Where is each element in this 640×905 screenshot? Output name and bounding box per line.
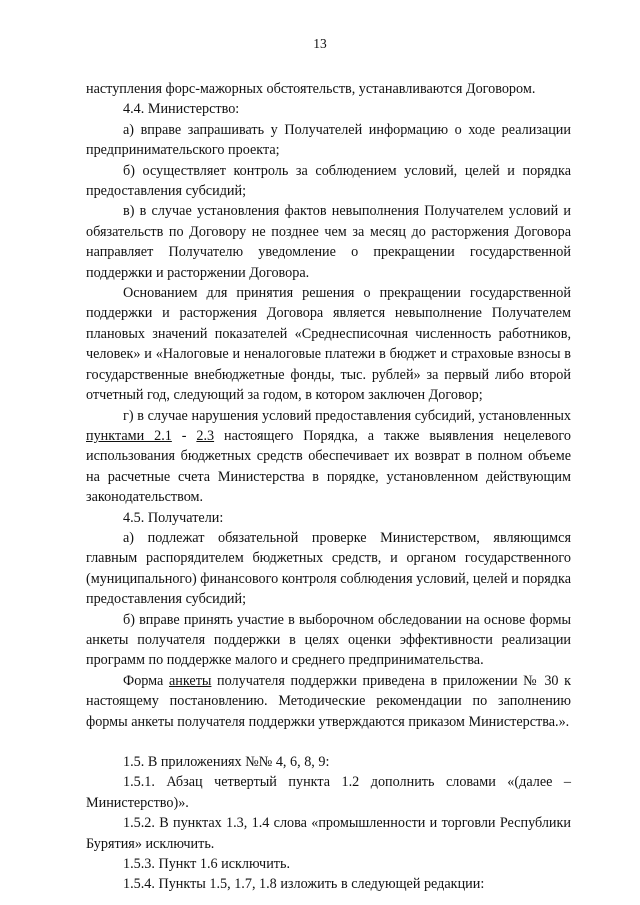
paragraph: 1.5.4. Пункты 1.5, 1.7, 1.8 изложить в следующей редакции:	[123, 876, 485, 893]
section-heading: 4.5. Получатели:	[123, 509, 224, 526]
paragraph: в) в случае установления фактов невыполнения Получателем условий и обязательств по Договору не позднее чем за месяц до расторжения Договора направляет Получателю уведомление о прекращении государственной поддержки и расторжении Договора.	[86, 203, 571, 281]
paragraph-text: настоящего Порядка, а также выявления нецелевого использования бюджетных средств обеспечивает их возврат в полном объеме на расчетные счета Министерства в порядке, установленном действующим законодательством.	[86, 427, 571, 506]
paragraph	[86, 671, 571, 732]
paragraph-text: -	[171, 427, 197, 444]
paragraph: Основанием для принятия решения о прекращении государственной поддержки и расторжения Договора является невыполнение Получателем плановых значений показателей «Среднесписочная численность работников, человек» и «Налоговые и неналоговые платежи в бюджет и страховые взносы в государственные внебюджетные фонды, тыс. рублей» за первый либо второй отчетный год, следующий за годом, в котором заключен Договор;	[86, 285, 571, 404]
paragraph: 1.5.1. Абзац четвертый пункта 1.2 дополнить словами «(далее – Министерство)».	[86, 774, 571, 811]
paragraph: 1.5.2. В пунктах 1.3, 1.4 слова «промышленности и торговли Республики Бурятия» исключить.	[86, 815, 571, 852]
section-heading: 4.4. Министерство:	[123, 101, 240, 118]
section-heading: 1.5. В приложениях №№ 4, 6, 8, 9:	[123, 754, 330, 770]
paragraph: б) осуществляет контроль за соблюдением условий, целей и порядка предоставления субсидий;	[86, 162, 571, 200]
paragraph-text: получателя поддержки приведена в приложении № 30 к настоящему постановлению. Методические рекомендации по заполнению формы анкеты получателя поддержки утверждаются приказом Министерства.».	[86, 672, 572, 730]
paragraph-text: г) в случае нарушения условий предоставления субсидий, установленных	[123, 407, 571, 424]
paragraph	[86, 406, 571, 508]
page-number: 13	[313, 36, 327, 51]
link-clause-2-1[interactable]: пунктами 2.1	[86, 427, 172, 444]
paragraph: б) вправе принять участие в выборочном обследовании на основе формы анкеты получателя поддержки в целях оценки эффективности реализации программ по поддержке малого и среднего предпринимательства.	[86, 611, 571, 669]
spacer	[86, 732, 571, 752]
paragraph: а) вправе запрашивать у Получателей информацию о ходе реализации предпринимательского проекта;	[86, 121, 571, 159]
paragraph-text: Форма	[123, 672, 169, 689]
paragraph: наступления форс-мажорных обстоятельств, устанавливаются Договором.	[86, 81, 536, 97]
paragraph: 1.5.3. Пункт 1.6 исключить.	[123, 856, 291, 873]
link-clause-2-3[interactable]: 2.3	[196, 427, 215, 444]
link-questionnaire[interactable]: анкеты	[168, 672, 212, 689]
document-body	[86, 79, 571, 895]
paragraph: а) подлежат обязательной проверке Министерством, являющимся главным распорядителем бюджетных средств, и органом государственного (муниципального) финансового контроля соблюдения условий, целей и порядка предоставления субсидий;	[86, 529, 571, 608]
